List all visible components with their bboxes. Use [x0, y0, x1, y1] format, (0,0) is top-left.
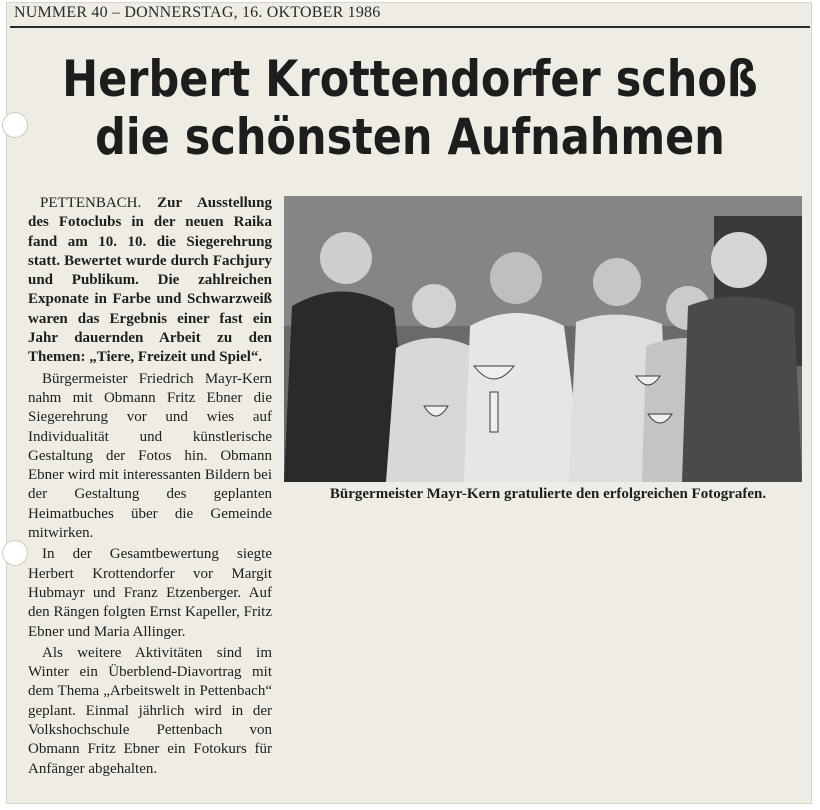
paragraph-3: In der Gesamtbewertung siegte Herbert Krottendorfer vor Margit Hubmayr und Franz Etzenberger. Auf den Rängen folgten Ernst Kapeller, Fritz Ebner und Maria Allinger. [28, 546, 272, 640]
paragraph-4: Als weitere Aktivitäten sind im Winter ein Überblend-Diavortrag mit dem Thema „Arbeitswelt in Pettenbach“ geplant. Einmal jährlich wird in der Volkshochschule Pettenbach von Obmann Fritz Ebner ein Fotokurs für Anfänger abgehalten. [28, 644, 272, 777]
photo-illustration [284, 196, 802, 482]
news-photo [284, 196, 802, 482]
lead-text: Zur Ausstellung des Fotoclubs in der neuen Raika fand am 10. 10. die Siegerehrung statt. Bewertet wurde durch Fachjury und Publikum. Die zahlreichen Exponate in Farbe und Schwarzweiß waren das Ergebnis einer fast ein Jahr dauernden Arbeit zu den Themen: „Tiere, Freizeit und Spiel“. [28, 195, 272, 366]
headline [57, 50, 762, 166]
headline-line-2: die schönsten Aufnahmen [95, 108, 725, 166]
lead-paragraph [28, 194, 272, 368]
punch-hole-top [2, 112, 28, 138]
lead-city: PETTENBACH. [40, 195, 142, 211]
issue-line: NUMMER 40 – DONNERSTAG, 16. OKTOBER 1986 [14, 4, 381, 21]
photo-caption: Bürgermeister Mayr-Kern gratulierte den erfolgreichen Fotografen. [329, 486, 767, 502]
article-column [28, 194, 272, 781]
header-rule [10, 26, 810, 28]
headline-line-1: Herbert Krottendorfer schoß [62, 50, 758, 108]
paragraph-2: Bürgermeister Friedrich Mayr-Kern nahm mit Obmann Fritz Ebner die Siegerehrung vor und wies auf Individualität und künstlerische Gestaltung der Fotos hin. Obmann Ebner wird mit interessanten Bildern bei der Gestaltung des geplanten Heimatbuches über die Gemeinde mitwirken. [28, 370, 272, 542]
punch-hole-bottom [2, 540, 28, 566]
